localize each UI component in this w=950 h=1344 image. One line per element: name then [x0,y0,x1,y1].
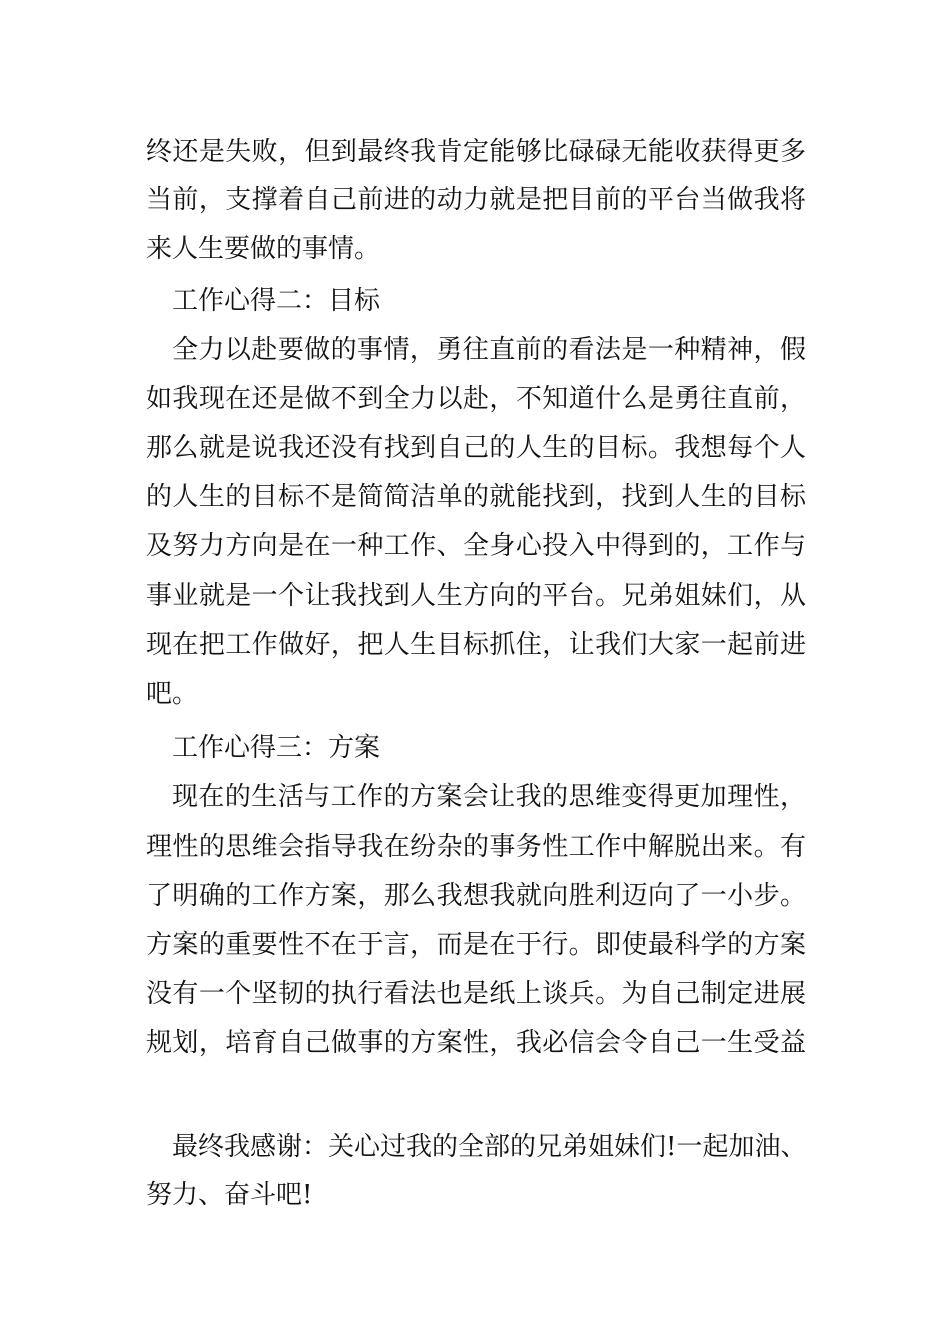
section-2-line-5: 及努力方向是在一种工作、全身心投入中得到的，工作与 [146,531,806,561]
intro-line-1: 终还是失败，但到最终我肯定能够比碌碌无能收获得更多 [146,137,806,167]
section-3-line-5: 没有一个坚韧的执行看法也是纸上谈兵。为自己制定进展 [146,979,806,1009]
section-2-line-1: 全力以赴要做的事情，勇往直前的看法是一种精神，假 [172,335,806,365]
section-2-heading: 工作心得二：目标 [172,286,381,316]
section-2-line-3: 那么就是说我还没有找到自己的人生的目标。我想每个人 [146,433,806,463]
section-2-line-7: 现在把工作做好，把人生目标抓住，让我们大家一起前进 [146,630,806,660]
intro-line-3: 来人生要做的事情。 [146,234,381,264]
section-3-heading: 工作心得三：方案 [172,733,381,763]
section-3-line-1: 现在的生活与工作的方案会让我的思维变得更加理性， [172,782,806,812]
section-3-line-6: 规划，培育自己做事的方案性，我必信会令自己一生受益 [146,1028,806,1058]
section-2-line-4: 的人生的目标不是简简洁单的就能找到，找到人生的目标 [146,482,806,512]
section-3-line-3: 了明确的工作方案，那么我想我就向胜利迈向了一小步。 [146,881,806,911]
section-2-line-6: 事业就是一个让我找到人生方向的平台。兄弟姐妹们，从 [146,581,806,611]
section-3-line-4: 方案的重要性不在于言，而是在于行。即使最科学的方案 [146,930,806,960]
section-2-line-8: 吧。 [146,679,199,709]
closing-line-2: 努力、奋斗吧! [146,1180,313,1210]
closing-line-1: 最终我感谢：关心过我的全部的兄弟姐妹们!一起加油、 [172,1132,807,1162]
section-3-line-2: 理性的思维会指导我在纷杂的事务性工作中解脱出来。有 [146,832,806,862]
section-2-line-2: 如我现在还是做不到全力以赴，不知道什么是勇往直前， [146,384,806,414]
intro-line-2: 当前，支撑着自己前进的动力就是把目前的平台当做我将 [146,185,806,215]
